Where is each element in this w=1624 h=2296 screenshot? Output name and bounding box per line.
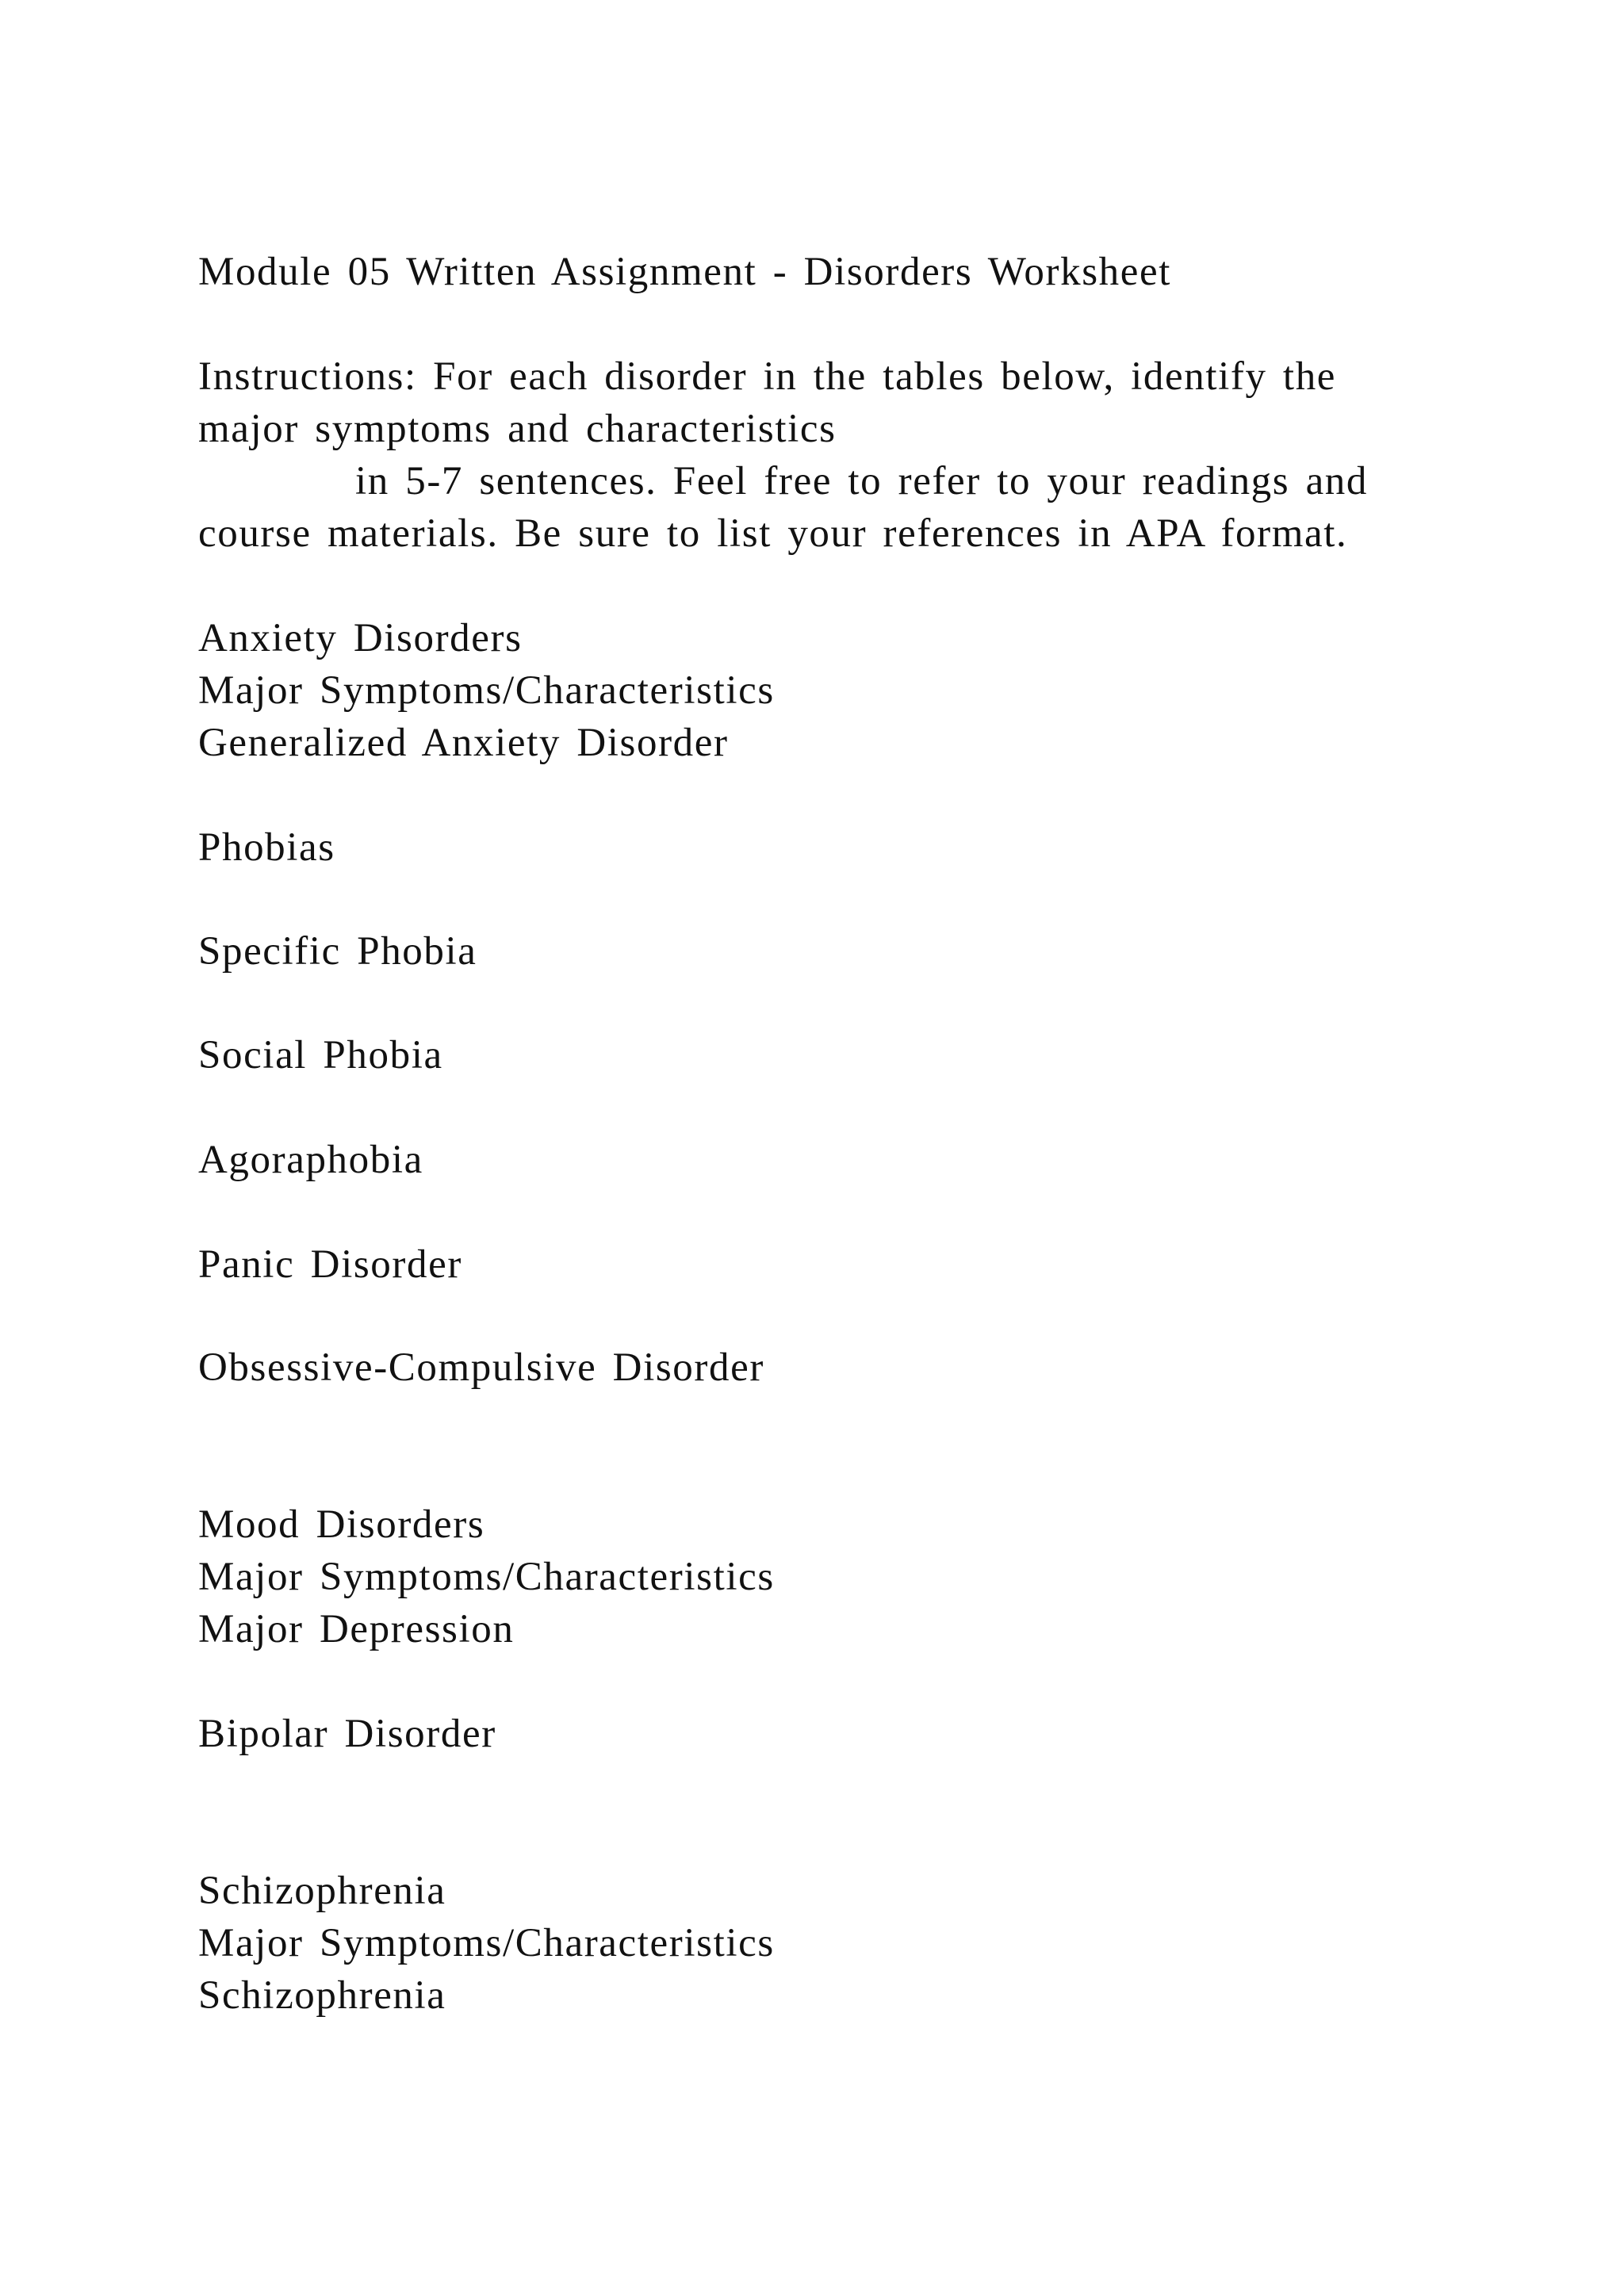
mood-column-label: Major Symptoms/Characteristics [198, 1555, 775, 1599]
document-title: Module 05 Written Assignment - Disorders Worksheet [198, 250, 1171, 294]
anxiety-column-label: Major Symptoms/Characteristics [198, 668, 775, 713]
anxiety-item-generalized-anxiety: Generalized Anxiety Disorder [198, 721, 729, 765]
instructions-line-3: in 5-7 sentences. Feel free to refer to your readings and [355, 459, 1369, 503]
anxiety-item-specific-phobia: Specific Phobia [198, 929, 477, 974]
mood-item-major-depression: Major Depression [198, 1607, 515, 1651]
anxiety-item-ocd: Obsessive-Compulsive Disorder [198, 1345, 764, 1390]
instructions-line-1: Instructions: For each disorder in the tables below, identify the [198, 354, 1337, 399]
instructions-line-2: major symptoms and characteristics [198, 407, 837, 451]
anxiety-section-heading: Anxiety Disorders [198, 616, 523, 660]
anxiety-item-social-phobia: Social Phobia [198, 1033, 443, 1077]
anxiety-item-agoraphobia: Agoraphobia [198, 1138, 423, 1182]
anxiety-item-phobias: Phobias [198, 825, 335, 870]
mood-item-bipolar-disorder: Bipolar Disorder [198, 1712, 496, 1756]
schizophrenia-item-schizophrenia: Schizophrenia [198, 1973, 446, 2018]
anxiety-item-panic-disorder: Panic Disorder [198, 1242, 462, 1287]
instructions-line-4: course materials. Be sure to list your references in APA format. [198, 511, 1348, 556]
schizophrenia-section-heading: Schizophrenia [198, 1869, 446, 1913]
schizophrenia-column-label: Major Symptoms/Characteristics [198, 1921, 775, 1965]
mood-section-heading: Mood Disorders [198, 1502, 485, 1547]
